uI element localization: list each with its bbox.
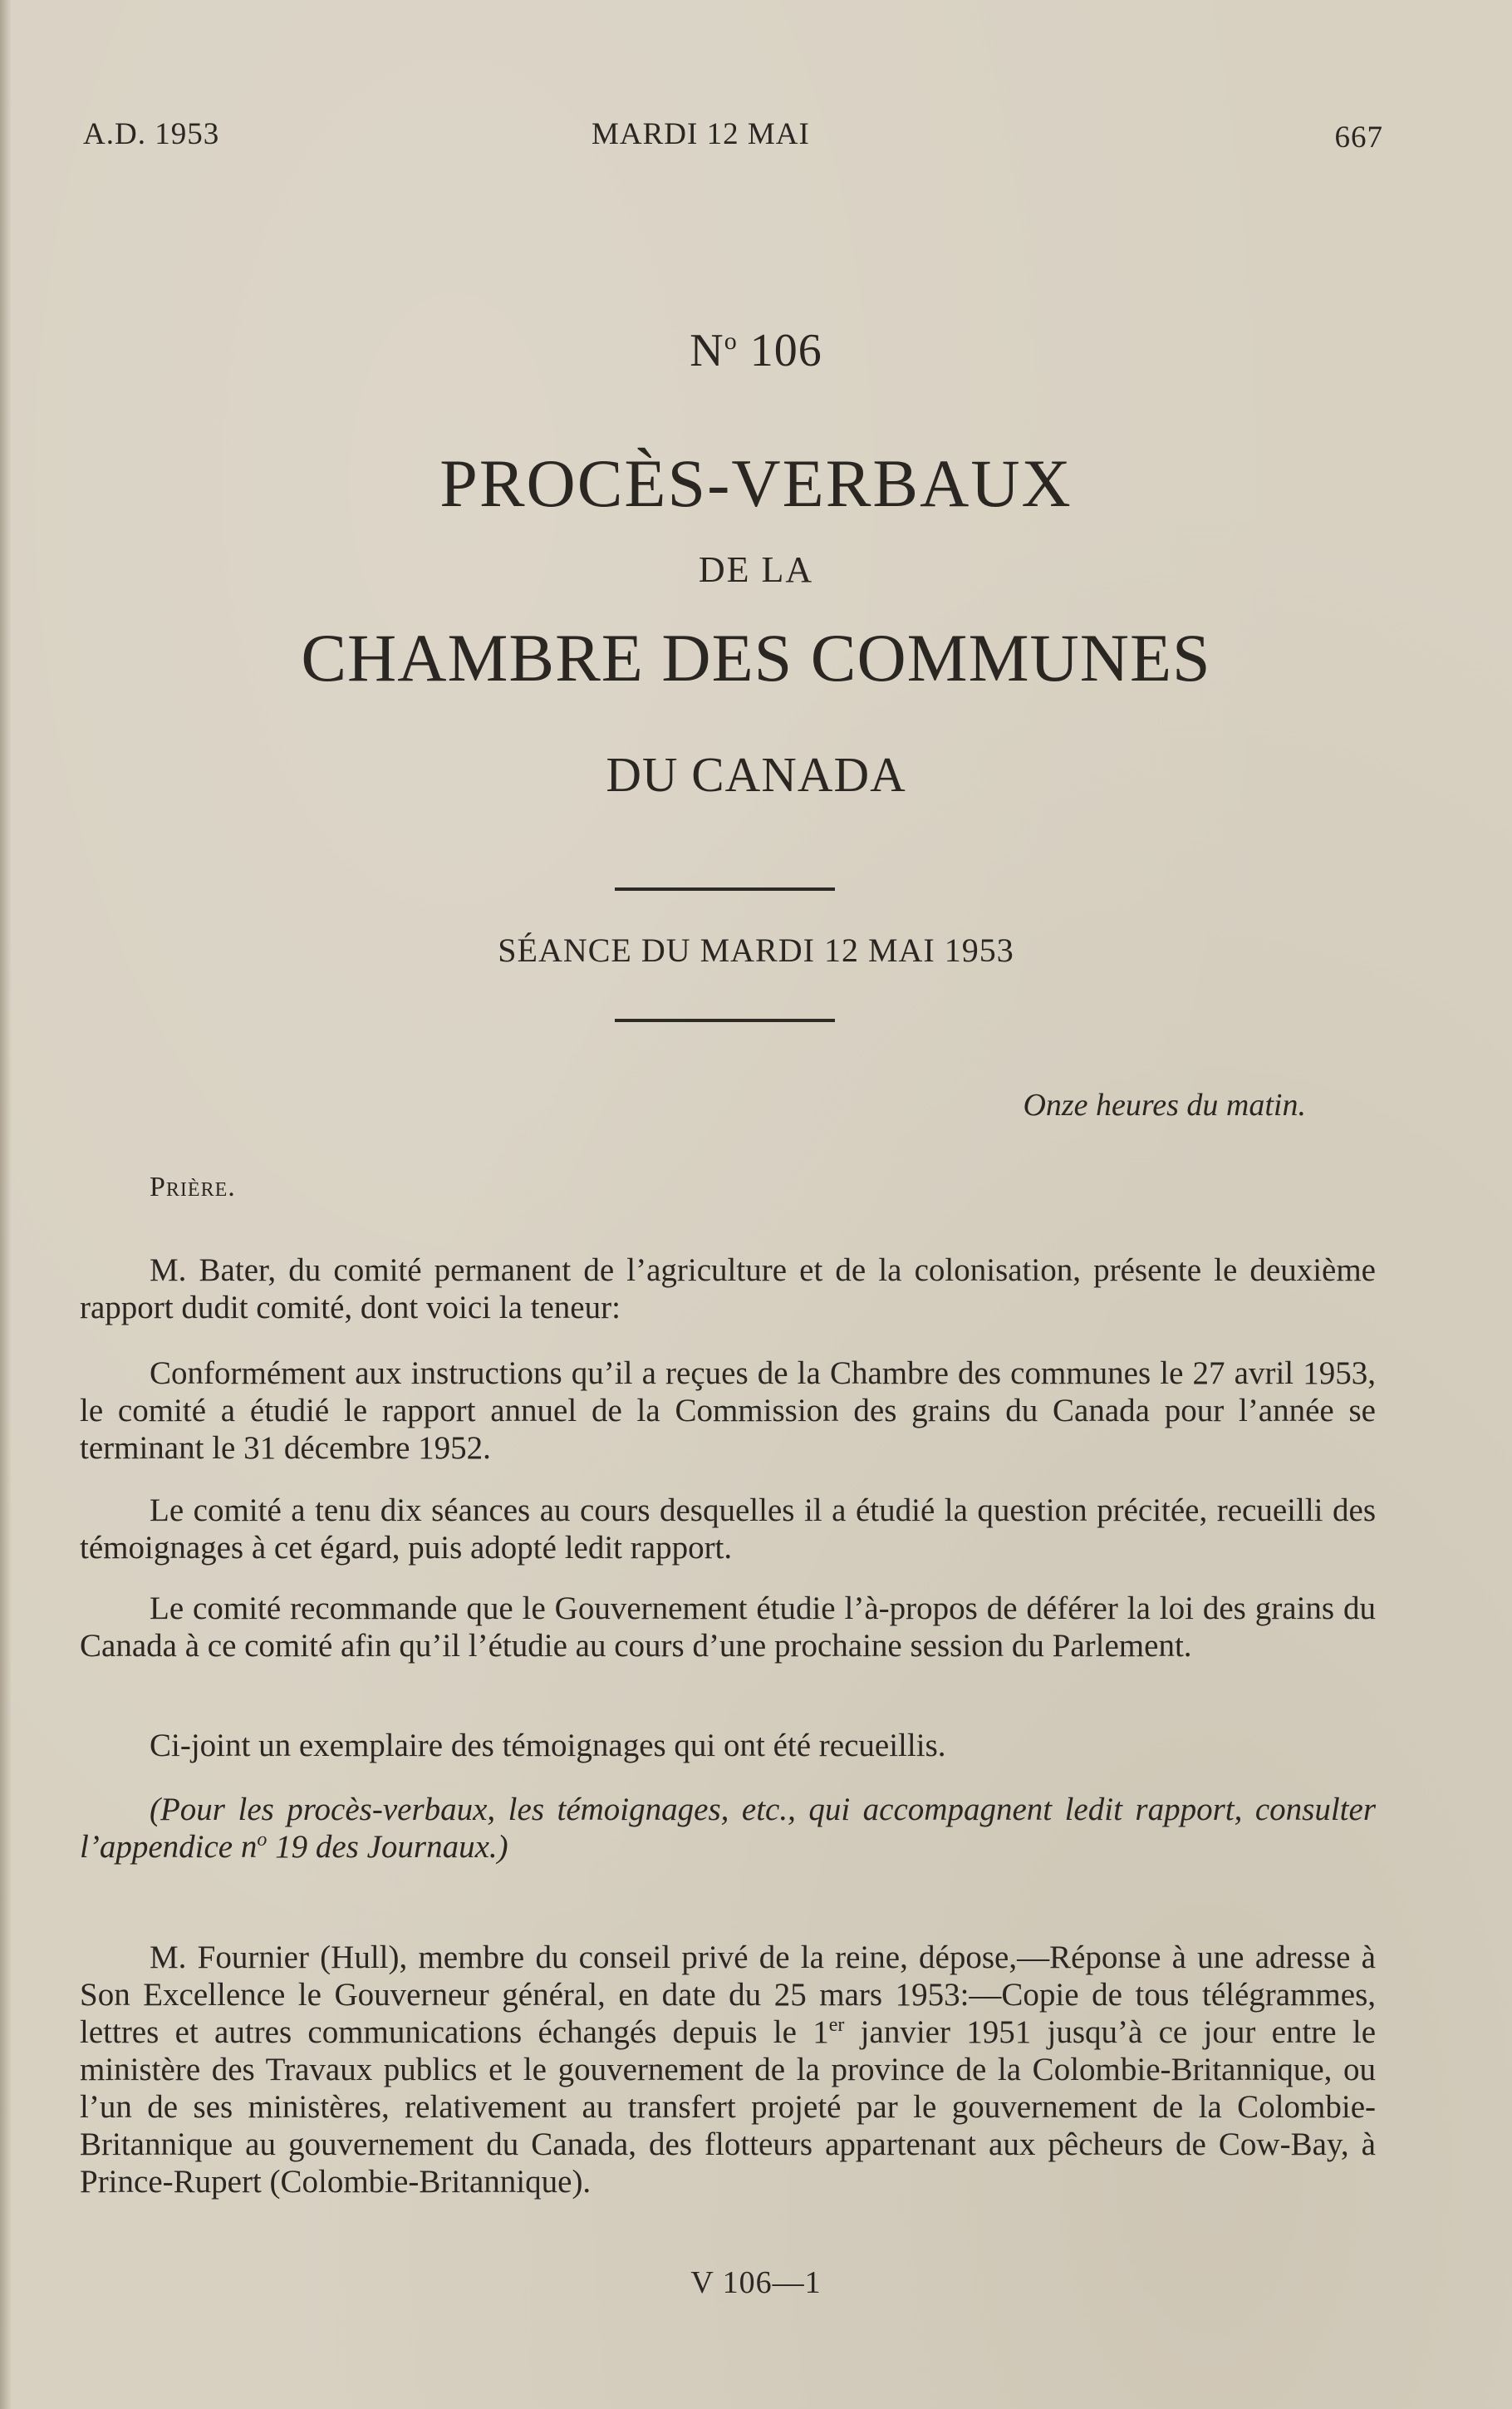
paragraph-fournier-return [80,1939,1376,2200]
paragraph-exemplaire: Ci-joint un exemplaire des témoignages qui ont été recueillis. [150,1728,946,1763]
issue-number-sup: o [724,327,738,355]
appendix-note-text-2: 19 des Journaux.) [267,1829,508,1865]
paragraph-recommendation: Le comité recommande que le Gouvernement étudie l’à-propos de déférer la loi des grains du Canada à ce comité afin qu’il l’étudie au cours d’une prochaine session du Parlement. [80,1590,1376,1664]
paragraph-appendix-note [80,1791,1376,1866]
title-de-la: DE LA [698,549,814,590]
signature-mark: V 106—1 [690,2265,822,2300]
fournier-text-1: M. Fournier (Hull), membre du conseil privé de la reine, dépose,—Réponse à une adresse à Son Excellence le Gouverneur général, en date du 25 mars 1953:—Copie de tous télégrammes, lettres et autres communications échangés depuis le 1 [80,1939,1376,2050]
paragraph-seances: Le comité a tenu dix séances au cours desquelles il a étudié la question précitée, recueilli des témoignages à cet égard, puis adopté ledit rapport. [80,1492,1376,1566]
running-head-year: A.D. 1953 [83,117,220,151]
appendix-note-sup: o [257,1829,268,1851]
running-head-date: MARDI 12 MAI [592,117,810,151]
title-proces-verbaux: PROCÈS-VERBAUX [439,445,1073,521]
seance-heading: SÉANCE DU MARDI 12 MAI 1953 [498,932,1014,969]
fournier-text-2: janvier 1951 jusqu’à ce jour entre le ministère des Travaux publics et le gouvernement de la province de la Colombie-Britannique, ou l’un de ses ministères, relativement au transfert projeté par le gouvernement de la Colombie-Britannique au gouvernement du Canada, des flotteurs appartenant aux pêcheurs de Cow-Bay, à Prince-Rupert (Colombie-Britannique). [80,2014,1377,2200]
time-of-day: Onze heures du matin. [1023,1088,1306,1123]
issue-number-value: 106 [749,325,822,376]
title-chambre-des-communes: CHAMBRE DES COMMUNES [301,620,1211,696]
paragraph-instructions: Conformément aux instructions qu’il a reçues de la Chambre des communes le 27 avril 1953, le comité a étudié le rapport annuel de la Commission des grains du Canada pour l’année se terminant le 31 décembre 1952. [80,1355,1376,1466]
issue-number [0,324,1512,377]
title-du-canada: DU CANADA [606,747,906,802]
divider-rule-bottom [615,1019,835,1022]
page-number: 667 [1334,120,1383,155]
running-head [83,116,1383,158]
fournier-sup: er [828,2014,845,2036]
divider-rule-top [615,887,835,891]
appendix-note-text-1: (Pour les procès-verbaux, les témoignages, etc., qui accompagnent ledit rapport, consulter l’appendice n [80,1792,1376,1865]
paragraph-bater-report: M. Bater, du comité permanent de l’agriculture et de la colonisation, présente le deuxième rapport dudit comité, dont voici la teneur: [80,1252,1376,1325]
issue-number-prefix: N [690,325,724,376]
priere-heading: Prière. [150,1172,236,1202]
